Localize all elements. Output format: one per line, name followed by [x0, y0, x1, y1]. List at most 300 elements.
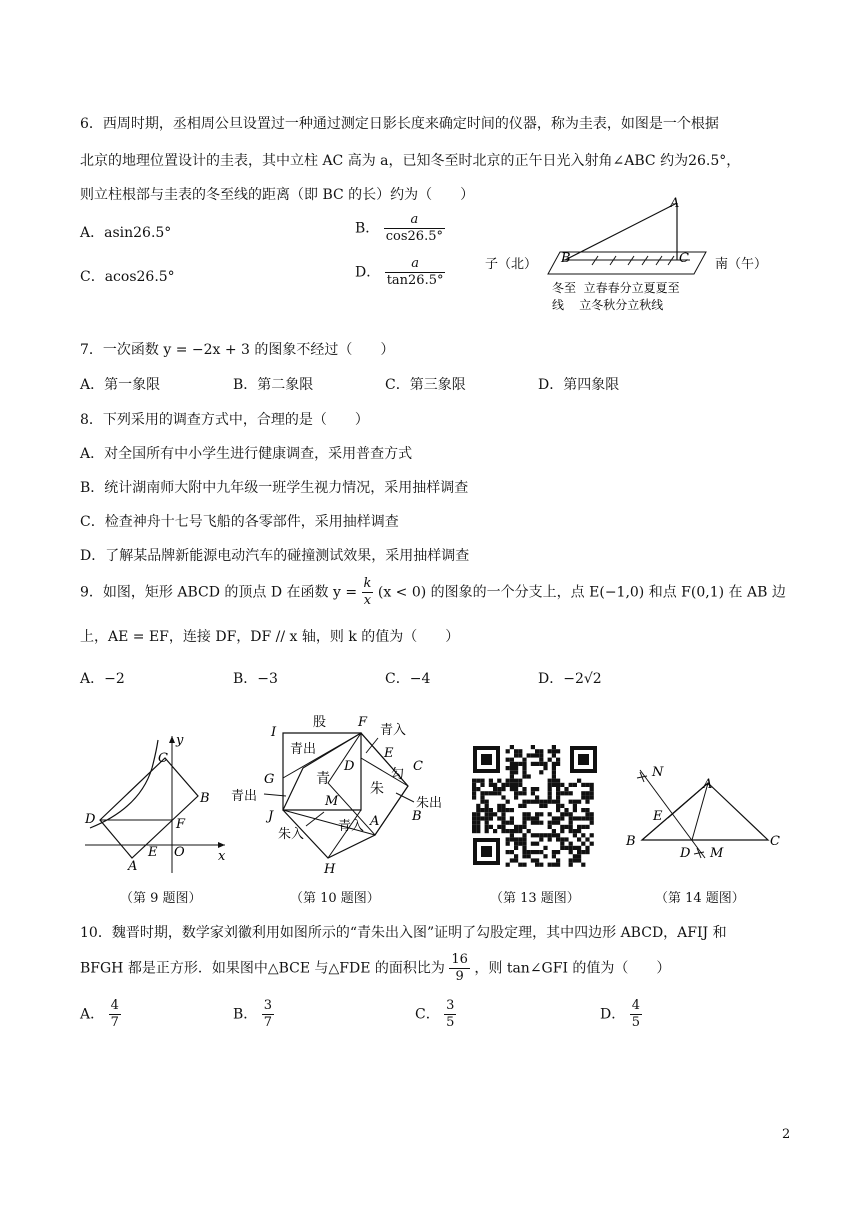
qr-module	[543, 854, 547, 858]
qr-module	[514, 783, 518, 787]
qr-module	[577, 837, 581, 841]
qr-module	[510, 787, 514, 791]
qr-module	[569, 783, 573, 787]
x-axis-arrow	[218, 842, 225, 848]
qr-module	[531, 800, 535, 804]
qr-module	[472, 829, 476, 833]
label-d: D	[85, 812, 96, 827]
caption-figure-13: （第 13 题图）	[490, 891, 580, 906]
qr-module	[569, 858, 573, 862]
qr-module	[527, 850, 531, 854]
qr-module	[569, 863, 573, 867]
q10-fraction	[449, 952, 470, 985]
qr-module	[510, 783, 514, 787]
label-zhuchu: 朱出	[416, 796, 443, 811]
qr-module	[510, 858, 514, 862]
q6-option-d[interactable]	[355, 256, 445, 289]
qr-module	[548, 783, 552, 787]
q10-option-d-label: D．	[600, 1006, 626, 1023]
qr-module	[556, 808, 560, 812]
hyperbola-branch	[90, 740, 158, 828]
qr-module	[480, 808, 484, 812]
qr-module	[476, 825, 480, 829]
qr-module	[501, 812, 505, 816]
qr-module	[539, 821, 543, 825]
qr-module	[543, 762, 547, 766]
qr-module	[480, 816, 484, 820]
label-d: D	[344, 759, 355, 774]
qr-module	[531, 833, 535, 837]
qr-module	[577, 829, 581, 833]
qr-module	[556, 758, 560, 762]
qr-module	[556, 850, 560, 854]
qr-module	[585, 825, 589, 829]
qr-module	[535, 833, 539, 837]
qr-module	[472, 791, 476, 795]
qr-module	[527, 753, 531, 757]
arrow-zhuru	[306, 812, 324, 826]
qr-module	[556, 749, 560, 753]
qr-module	[514, 749, 518, 753]
qr-module	[480, 791, 484, 795]
qr-module	[590, 821, 594, 825]
qr-module	[539, 800, 543, 804]
qr-module	[476, 829, 480, 833]
caption-figure-14: （第 14 题图）	[655, 891, 745, 906]
qr-module	[485, 804, 489, 808]
qr-module	[573, 783, 577, 787]
label-o: O	[174, 845, 185, 860]
qr-module	[569, 850, 573, 854]
qr-module	[590, 842, 594, 846]
label-j: J	[268, 809, 274, 824]
qr-module	[548, 863, 552, 867]
q7-option-d[interactable]: D．第四象限	[538, 377, 620, 393]
qr-module	[548, 800, 552, 804]
qr-module	[543, 800, 547, 804]
qr-module	[522, 854, 526, 858]
qr-module	[548, 795, 552, 799]
q10-option-b-label: B．	[233, 1006, 258, 1023]
q6-line1: 6．西周时期，丞相周公旦设置过一种通过测定日影长度来确定时间的仪器，称为圭表，如图是一个根据	[80, 116, 719, 132]
qr-module	[493, 783, 497, 787]
label-c: C	[158, 751, 168, 766]
qr-module	[552, 854, 556, 858]
label-terms-row1: 冬至 立春春分立夏夏至	[552, 281, 680, 295]
qr-module	[480, 795, 484, 799]
q7-option-a[interactable]: A．第一象限	[80, 377, 161, 393]
qr-module	[560, 816, 564, 820]
qr-module	[514, 825, 518, 829]
q6-option-b-fraction	[384, 212, 445, 245]
qr-module	[590, 795, 594, 799]
qr-module	[522, 762, 526, 766]
q7-option-c[interactable]: C．第三象限	[385, 377, 466, 393]
qr-module	[501, 783, 505, 787]
qr-module	[548, 812, 552, 816]
qr-module	[569, 829, 573, 833]
qr-module	[476, 779, 480, 783]
qr-module	[556, 858, 560, 862]
qr-module	[556, 833, 560, 837]
qr-module	[522, 812, 526, 816]
qr-module	[510, 816, 514, 820]
qr-module	[581, 842, 585, 846]
qr-module	[535, 812, 539, 816]
qr-module	[472, 795, 476, 799]
qr-module	[573, 816, 577, 820]
q8-option-d[interactable]: D．了解某品牌新能源电动汽车的碰撞测试效果，采用抽样调查	[80, 548, 470, 564]
qr-module	[485, 808, 489, 812]
qr-module	[585, 816, 589, 820]
qr-module	[497, 825, 501, 829]
q9-line1-part1: 9．如图，矩形 ABCD 的顶点 D 在函数 y =	[80, 584, 358, 601]
caption-figure-9: （第 9 题图）	[120, 891, 202, 906]
qr-module	[518, 829, 522, 833]
qr-module	[480, 783, 484, 787]
qr-module	[585, 812, 589, 816]
qr-module	[560, 837, 564, 841]
qr-module	[514, 762, 518, 766]
q6-option-b[interactable]	[355, 212, 445, 245]
qr-module	[472, 816, 476, 820]
qr-module	[522, 837, 526, 841]
qr-module	[552, 816, 556, 820]
q6-option-b-label: B．	[355, 220, 380, 237]
qr-module	[510, 808, 514, 812]
qr-module	[522, 804, 526, 808]
qr-module	[531, 821, 535, 825]
q9-fraction-den: x	[363, 593, 372, 608]
qr-module	[585, 800, 589, 804]
q10-option-d-num: 4	[631, 998, 640, 1013]
qr-module	[493, 812, 497, 816]
qr-module	[522, 816, 526, 820]
q9-option-a[interactable]: A．−2	[80, 671, 125, 687]
label-terms-row2: 线 立冬秋分立秋线	[552, 298, 664, 312]
qr-module	[531, 842, 535, 846]
qr-module	[548, 749, 552, 753]
q6-option-d-den: tan26.5°	[386, 273, 444, 288]
qr-module	[573, 854, 577, 858]
qr-module	[577, 779, 581, 783]
qr-module	[489, 779, 493, 783]
qr-module	[510, 821, 514, 825]
label-south: 南（午）	[715, 257, 768, 272]
qr-module	[510, 829, 514, 833]
qr-module	[585, 791, 589, 795]
qr-module	[590, 816, 594, 820]
qr-module	[527, 816, 531, 820]
qr-module	[581, 816, 585, 820]
label-c: C	[413, 759, 423, 774]
qr-module	[518, 749, 522, 753]
qr-module	[485, 812, 489, 816]
qr-module	[522, 791, 526, 795]
qr-module	[506, 842, 510, 846]
qr-module	[518, 842, 522, 846]
label-y: y	[176, 733, 184, 748]
q10-option-c[interactable]	[415, 998, 456, 1031]
label-m: M	[325, 794, 339, 809]
qr-module	[548, 787, 552, 791]
qr-module	[577, 858, 581, 862]
qr-module	[560, 829, 564, 833]
qr-module	[531, 762, 535, 766]
qr-module	[556, 791, 560, 795]
qr-module	[577, 800, 581, 804]
q10-option-d[interactable]	[600, 998, 642, 1031]
label-gu: 股	[313, 715, 327, 730]
qr-module	[560, 783, 564, 787]
qr-module	[535, 800, 539, 804]
qr-module	[535, 816, 539, 820]
qr-module	[543, 766, 547, 770]
q10-option-b[interactable]	[233, 998, 274, 1031]
qr-module	[539, 749, 543, 753]
q9-option-b[interactable]: B．−3	[233, 671, 278, 687]
qr-module	[527, 829, 531, 833]
q9-option-d[interactable]: D．−2√2	[538, 671, 602, 687]
label-i: I	[271, 725, 277, 740]
qr-module	[522, 833, 526, 837]
qr-module	[522, 850, 526, 854]
qr-module	[552, 800, 556, 804]
qr-module	[493, 787, 497, 791]
qr-module	[518, 804, 522, 808]
qr-module	[577, 854, 581, 858]
qr-module	[569, 821, 573, 825]
qr-module	[501, 787, 505, 791]
qr-module	[585, 837, 589, 841]
qr-module	[476, 816, 480, 820]
qr-module	[569, 846, 573, 850]
qr-module	[569, 812, 573, 816]
qr-module	[497, 791, 501, 795]
label-b: B	[626, 834, 636, 849]
label-n: N	[652, 765, 664, 780]
q9-line1-part2: (x < 0) 的图象的一个分支上，点 E(−1,0) 和点 F(0,1) 在 AB 边	[377, 584, 786, 601]
qr-module	[560, 804, 564, 808]
q10-option-c-label: C．	[415, 1006, 440, 1023]
qr-module	[535, 850, 539, 854]
qr-code-image[interactable]	[470, 743, 600, 868]
qr-module	[577, 850, 581, 854]
q10-line2	[80, 952, 670, 985]
qr-module	[539, 812, 543, 816]
qr-module	[569, 842, 573, 846]
qr-module	[535, 863, 539, 867]
q9-option-c[interactable]: C．−4	[385, 671, 431, 687]
qr-module	[522, 774, 526, 778]
qr-module	[497, 779, 501, 783]
q7-stem: 7．一次函数 y = −2x + 3 的图象不经过（ ）	[80, 342, 395, 358]
qr-module	[539, 770, 543, 774]
label-zhu: 朱	[370, 781, 384, 797]
qr-module	[535, 821, 539, 825]
qr-module	[548, 837, 552, 841]
qr-module	[552, 753, 556, 757]
q6-option-c[interactable]: C．acos26.5°	[80, 269, 175, 285]
qr-module	[556, 863, 560, 867]
qr-module	[501, 795, 505, 799]
qr-module	[560, 791, 564, 795]
qr-module	[489, 791, 493, 795]
label-north: 子（北）	[485, 257, 538, 272]
qr-module	[476, 812, 480, 816]
qr-module	[506, 829, 510, 833]
q9-line1	[80, 576, 786, 609]
qr-module	[560, 812, 564, 816]
qr-module	[472, 779, 476, 783]
q6-option-a[interactable]: A．asin26.5°	[80, 225, 172, 241]
qr-module	[564, 825, 568, 829]
qr-module	[569, 816, 573, 820]
qr-module	[510, 766, 514, 770]
qr-module	[560, 846, 564, 850]
q10-line2-part1: BFGH 都是正方形．如果图中△BCE 与△FDE 的面积比为	[80, 960, 445, 977]
qr-module	[585, 808, 589, 812]
q10-line2-part2: ，则 tan∠GFI 的值为（ ）	[474, 960, 671, 977]
label-qingchu-1: 青出	[290, 742, 317, 757]
qr-module	[514, 846, 518, 850]
qr-module	[476, 787, 480, 791]
qr-module	[539, 762, 543, 766]
q8-option-b[interactable]: B．统计湖南师大附中九年级一班学生视力情况，采用抽样调查	[80, 480, 469, 496]
qr-module	[573, 808, 577, 812]
label-c: C	[679, 251, 689, 266]
label-f: F	[176, 817, 186, 832]
qr-module	[581, 850, 585, 854]
q6-option-b-den: cos26.5°	[385, 229, 443, 244]
figure-10	[228, 708, 448, 880]
qr-module	[581, 791, 585, 795]
qr-module	[510, 758, 514, 762]
qr-module	[577, 816, 581, 820]
q10-option-c-num: 3	[446, 998, 455, 1013]
qr-module	[577, 825, 581, 829]
q10-option-d-den: 5	[631, 1015, 640, 1030]
qr-module	[522, 758, 526, 762]
qr-module	[506, 800, 510, 804]
qr-module	[514, 842, 518, 846]
qr-module	[522, 766, 526, 770]
q7-option-b[interactable]: B．第二象限	[233, 377, 314, 393]
qr-module	[514, 837, 518, 841]
q10-option-a[interactable]	[80, 998, 121, 1031]
qr-module	[552, 745, 556, 749]
qr-module	[543, 833, 547, 837]
qr-module	[531, 753, 535, 757]
qr-module	[510, 745, 514, 749]
qr-module	[518, 753, 522, 757]
qr-module	[573, 800, 577, 804]
qr-module	[514, 795, 518, 799]
qr-module	[522, 787, 526, 791]
qr-module	[501, 804, 505, 808]
qr-module	[510, 833, 514, 837]
qr-module	[548, 779, 552, 783]
qr-module	[552, 766, 556, 770]
qr-module	[506, 779, 510, 783]
qr-module	[506, 821, 510, 825]
qr-module	[506, 783, 510, 787]
qr-module	[535, 858, 539, 862]
qr-module	[569, 800, 573, 804]
q10-fraction-den: 9	[455, 969, 464, 984]
qr-module	[476, 821, 480, 825]
qr-module	[531, 791, 535, 795]
label-g: G	[264, 772, 275, 787]
qr-module	[564, 791, 568, 795]
qr-module	[560, 825, 564, 829]
qr-module	[497, 808, 501, 812]
label-b: B	[200, 791, 210, 806]
qr-module	[556, 821, 560, 825]
qr-module	[585, 783, 589, 787]
qr-module	[489, 816, 493, 820]
label-qingchu-2: 青出	[231, 789, 258, 804]
rectangle-abcd	[100, 758, 198, 858]
qr-module	[472, 787, 476, 791]
qr-module	[573, 846, 577, 850]
qr-module	[514, 829, 518, 833]
qr-module	[556, 816, 560, 820]
qr-module	[514, 787, 518, 791]
label-h: H	[324, 862, 336, 877]
qr-module	[531, 787, 535, 791]
qr-module	[476, 804, 480, 808]
q6-line2: 北京的地理位置设计的圭表，其中立柱 AC 高为 a，已知冬至时北京的正午日光入射角∠ABC 约为26.5°，	[80, 153, 741, 169]
qr-module	[590, 833, 594, 837]
qr-module	[581, 783, 585, 787]
qr-module	[506, 808, 510, 812]
qr-module	[590, 783, 594, 787]
qr-module	[577, 846, 581, 850]
q8-stem: 8．下列采用的调查方式中，合理的是（ ）	[80, 412, 369, 428]
q8-option-c[interactable]: C．检查神舟十七号飞船的各零部件，采用抽样调查	[80, 514, 399, 530]
qr-module	[518, 762, 522, 766]
qr-module	[518, 863, 522, 867]
qr-module	[518, 837, 522, 841]
qr-module	[518, 783, 522, 787]
qr-module	[569, 791, 573, 795]
qr-module	[581, 795, 585, 799]
label-c: C	[770, 834, 780, 849]
label-a: A	[703, 777, 713, 792]
qr-module	[518, 825, 522, 829]
qr-module	[485, 825, 489, 829]
q6-option-b-num: a	[384, 212, 445, 229]
qr-module	[539, 833, 543, 837]
qr-module	[548, 791, 552, 795]
q10-option-b-num: 3	[263, 998, 273, 1013]
qr-module	[564, 812, 568, 816]
qr-module	[556, 795, 560, 799]
label-m: M	[710, 846, 724, 861]
q10-option-a-den: 7	[110, 1015, 119, 1030]
qr-module	[552, 779, 556, 783]
qr-module	[552, 774, 556, 778]
q8-option-a[interactable]: A．对全国所有中小学生进行健康调查，采用普查方式	[80, 446, 413, 462]
qr-module	[485, 829, 489, 833]
gnomon-figure	[480, 190, 780, 315]
qr-module	[518, 791, 522, 795]
qr-module	[472, 812, 476, 816]
qr-module	[480, 800, 484, 804]
qr-module	[548, 821, 552, 825]
q10-option-b-den: 7	[263, 1015, 273, 1030]
